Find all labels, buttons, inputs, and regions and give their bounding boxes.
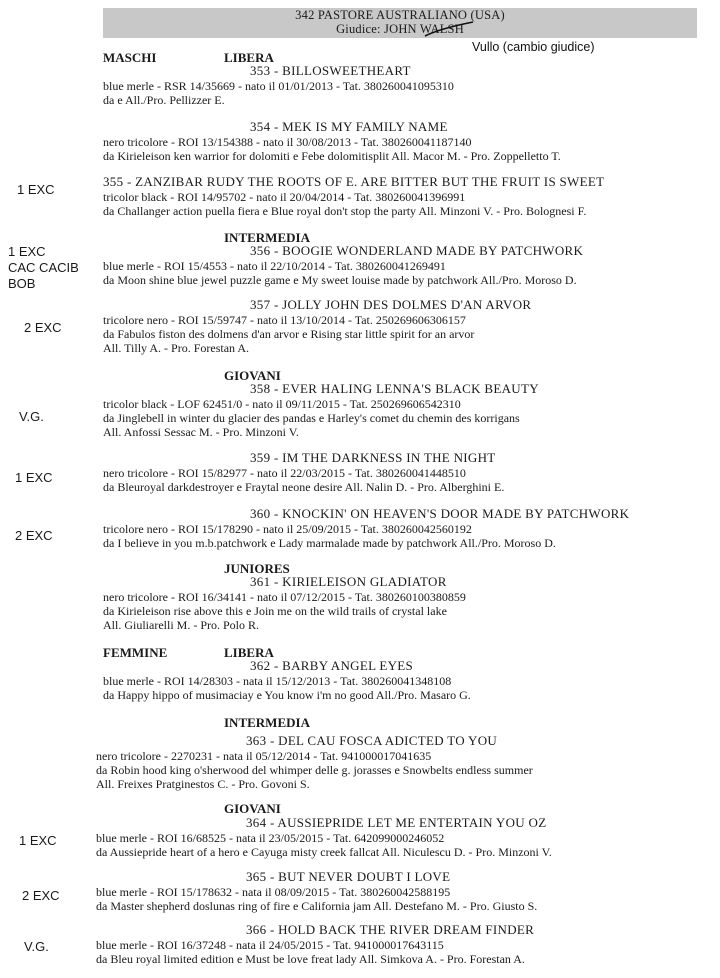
class-juniores-maschi: JUNIORES [224, 561, 290, 576]
entry-line: da Robin hood king o'sherwood del whimper delle g. jorasses e Snowbelts endless summer [96, 763, 533, 777]
judge-name: Giudice: JOHN WALSH [336, 22, 464, 36]
entry-title: 356 - BOOGIE WONDERLAND MADE BY PATCHWORK [250, 243, 584, 258]
entry-line: All. Giuliarelli M. - Pro. Polo R. [103, 618, 259, 632]
result-358: V.G. [19, 409, 44, 424]
result-366: V.G. [24, 939, 49, 954]
entry-line: da Moon shine blue jewel puzzle game e My sweet louise made by patchwork All./Pro. Moroso D. [103, 273, 577, 287]
entry-title: 364 - AUSSIEPRIDE LET ME ENTERTAIN YOU OZ [246, 815, 547, 830]
section-femmine: FEMMINE [103, 645, 168, 660]
entry-line: tricolor black - ROI 14/95702 - nato il 20/04/2014 - Tat. 380260041396991 [103, 190, 466, 204]
entry-title: 354 - MEK IS MY FAMILY NAME [250, 119, 448, 134]
entry-line: da Kirieleison rise above this e Join me on the wild trails of crystal lake [103, 604, 447, 618]
entry-line: nero tricolore - ROI 16/34141 - nato il 07/12/2015 - Tat. 380260100380859 [103, 590, 466, 604]
class-libera-maschi: LIBERA [224, 50, 274, 65]
entry-line: blue merle - ROI 16/37248 - nata il 24/05/2015 - Tat. 941000017643115 [96, 938, 444, 952]
result-355: 1 EXC [17, 182, 55, 197]
entry-title: 357 - JOLLY JOHN DES DOLMES D'AN ARVOR [250, 297, 532, 312]
class-giovani-femmine: GIOVANI [224, 801, 281, 816]
entry-title: 359 - IM THE DARKNESS IN THE NIGHT [250, 450, 496, 465]
class-intermedia-maschi: INTERMEDIA [224, 230, 310, 245]
entry-line: All. Freixes Pratginestos C. - Pro. Govoni S. [96, 777, 310, 791]
entry-line: All. Anfossi Sessac M. - Pro. Minzoni V. [103, 425, 299, 439]
entry-line: da Bleuroyal darkdestroyer e Fraytal neone desire All. Nalin D. - Pro. Alberghini E. [103, 480, 505, 494]
entry-line: tricolore nero - ROI 15/178290 - nato il 25/09/2015 - Tat. 380260042560192 [103, 522, 472, 536]
result-359: 1 EXC [15, 470, 53, 485]
entry-line: da Jinglebell in winter du glacier des pandas e Harley's comet du chemin des korrigans [103, 411, 520, 425]
section-maschi: MASCHI [103, 50, 157, 65]
entry-title: 363 - DEL CAU FOSCA ADICTED TO YOU [246, 733, 498, 748]
class-giovani-maschi: GIOVANI [224, 368, 281, 383]
entry-title: 355 - ZANZIBAR RUDY THE ROOTS OF E. ARE BITTER BUT THE FRUIT IS SWEET [103, 174, 605, 189]
entry-title: 362 - BARBY ANGEL EYES [250, 658, 414, 673]
entry-line: blue merle - ROI 15/4553 - nato il 22/10/2014 - Tat. 380260041269491 [103, 259, 446, 273]
entry-line: da Challanger action puella fiera e Blue royal don't stop the party All. Minzoni V. - Pro. Bolognesi F. [103, 204, 587, 218]
entry-line: da Master shepherd doslunas ring of fire e California jam All. Destefano M. - Pro. Giusto S. [96, 899, 538, 913]
entry-line: da Bleu royal limited edition e Must be love freat lady All. Simkova A. - Pro. Forestan A. [96, 952, 525, 966]
entry-title: 358 - EVER HALING LENNA'S BLACK BEAUTY [250, 381, 539, 396]
entry-line: nero tricolore - 2270231 - nata il 05/12/2014 - Tat. 941000017041635 [96, 749, 432, 763]
entry-line: blue merle - ROI 15/178632 - nata il 08/09/2015 - Tat. 380260042588195 [96, 885, 451, 899]
entry-line: da Aussiepride heart of a hero e Cayuga misty creek fallcat All. Niculescu D. - Pro. Minzoni V. [96, 845, 552, 859]
result-365: 2 EXC [22, 888, 60, 903]
entry-line: nero tricolore - ROI 15/82977 - nato il 22/03/2015 - Tat. 380260041448510 [103, 466, 466, 480]
entry-line: All. Tilly A. - Pro. Forestan A. [103, 341, 250, 355]
result-360: 2 EXC [15, 528, 53, 543]
entry-line: nero tricolore - ROI 13/154388 - nato il 30/08/2013 - Tat. 380260041187140 [103, 135, 472, 149]
entry-title: 366 - HOLD BACK THE RIVER DREAM FINDER [246, 922, 535, 937]
entry-line: blue merle - ROI 16/68525 - nata il 23/05/2015 - Tat. 642099000246052 [96, 831, 445, 845]
result-357: 2 EXC [24, 320, 62, 335]
entry-title: 353 - BILLOSWEETHEART [250, 63, 411, 78]
result-356-line2: CAC CACIB [8, 260, 79, 275]
result-356-line3: BOB [8, 276, 36, 291]
entry-line: da Happy hippo of musimaciay e You know i'm no good All./Pro. Masaro G. [103, 688, 471, 702]
result-356-line1: 1 EXC [8, 244, 46, 259]
entry-line: da Fabulos fiston des dolmens d'an arvor e Rising star little spirit for an arvor [103, 327, 475, 341]
entry-line: da I believe in you m.b.patchwork e Lady marmalade made by patchwork All./Pro. Moroso D. [103, 536, 556, 550]
result-364: 1 EXC [19, 833, 57, 848]
catalog-header [103, 8, 697, 38]
entry-title: 365 - BUT NEVER DOUBT I LOVE [246, 869, 451, 884]
entry-line: blue merle - RSR 14/35669 - nato il 01/01/2013 - Tat. 380260041095310 [103, 79, 454, 93]
class-intermedia-femmine: INTERMEDIA [224, 715, 310, 730]
class-libera-femmine: LIBERA [224, 645, 274, 660]
breed-title: 342 PASTORE AUSTRALIANO (USA) [295, 8, 505, 22]
handwritten-note: Vullo (cambio giudice) [472, 40, 595, 54]
entry-title: 360 - KNOCKIN' ON HEAVEN'S DOOR MADE BY PATCHWORK [250, 506, 630, 521]
entry-line: da Kirieleison ken warrior for dolomiti e Febe dolomitisplit All. Macor M. - Pro. Zoppelletto T. [103, 149, 561, 163]
entry-title: 361 - KIRIELEISON GLADIATOR [250, 574, 447, 589]
handwritten-strike-mark [423, 20, 475, 42]
entry-line: tricolore nero - ROI 15/59747 - nato il 13/10/2014 - Tat. 250269606306157 [103, 313, 466, 327]
entry-line: blue merle - ROI 14/28303 - nata il 15/12/2013 - Tat. 380260041348108 [103, 674, 452, 688]
entry-line: da e All./Pro. Pellizzer E. [103, 93, 225, 107]
entry-line: tricolor black - LOF 62451/0 - nato il 09/11/2015 - Tat. 250269606542310 [103, 397, 461, 411]
